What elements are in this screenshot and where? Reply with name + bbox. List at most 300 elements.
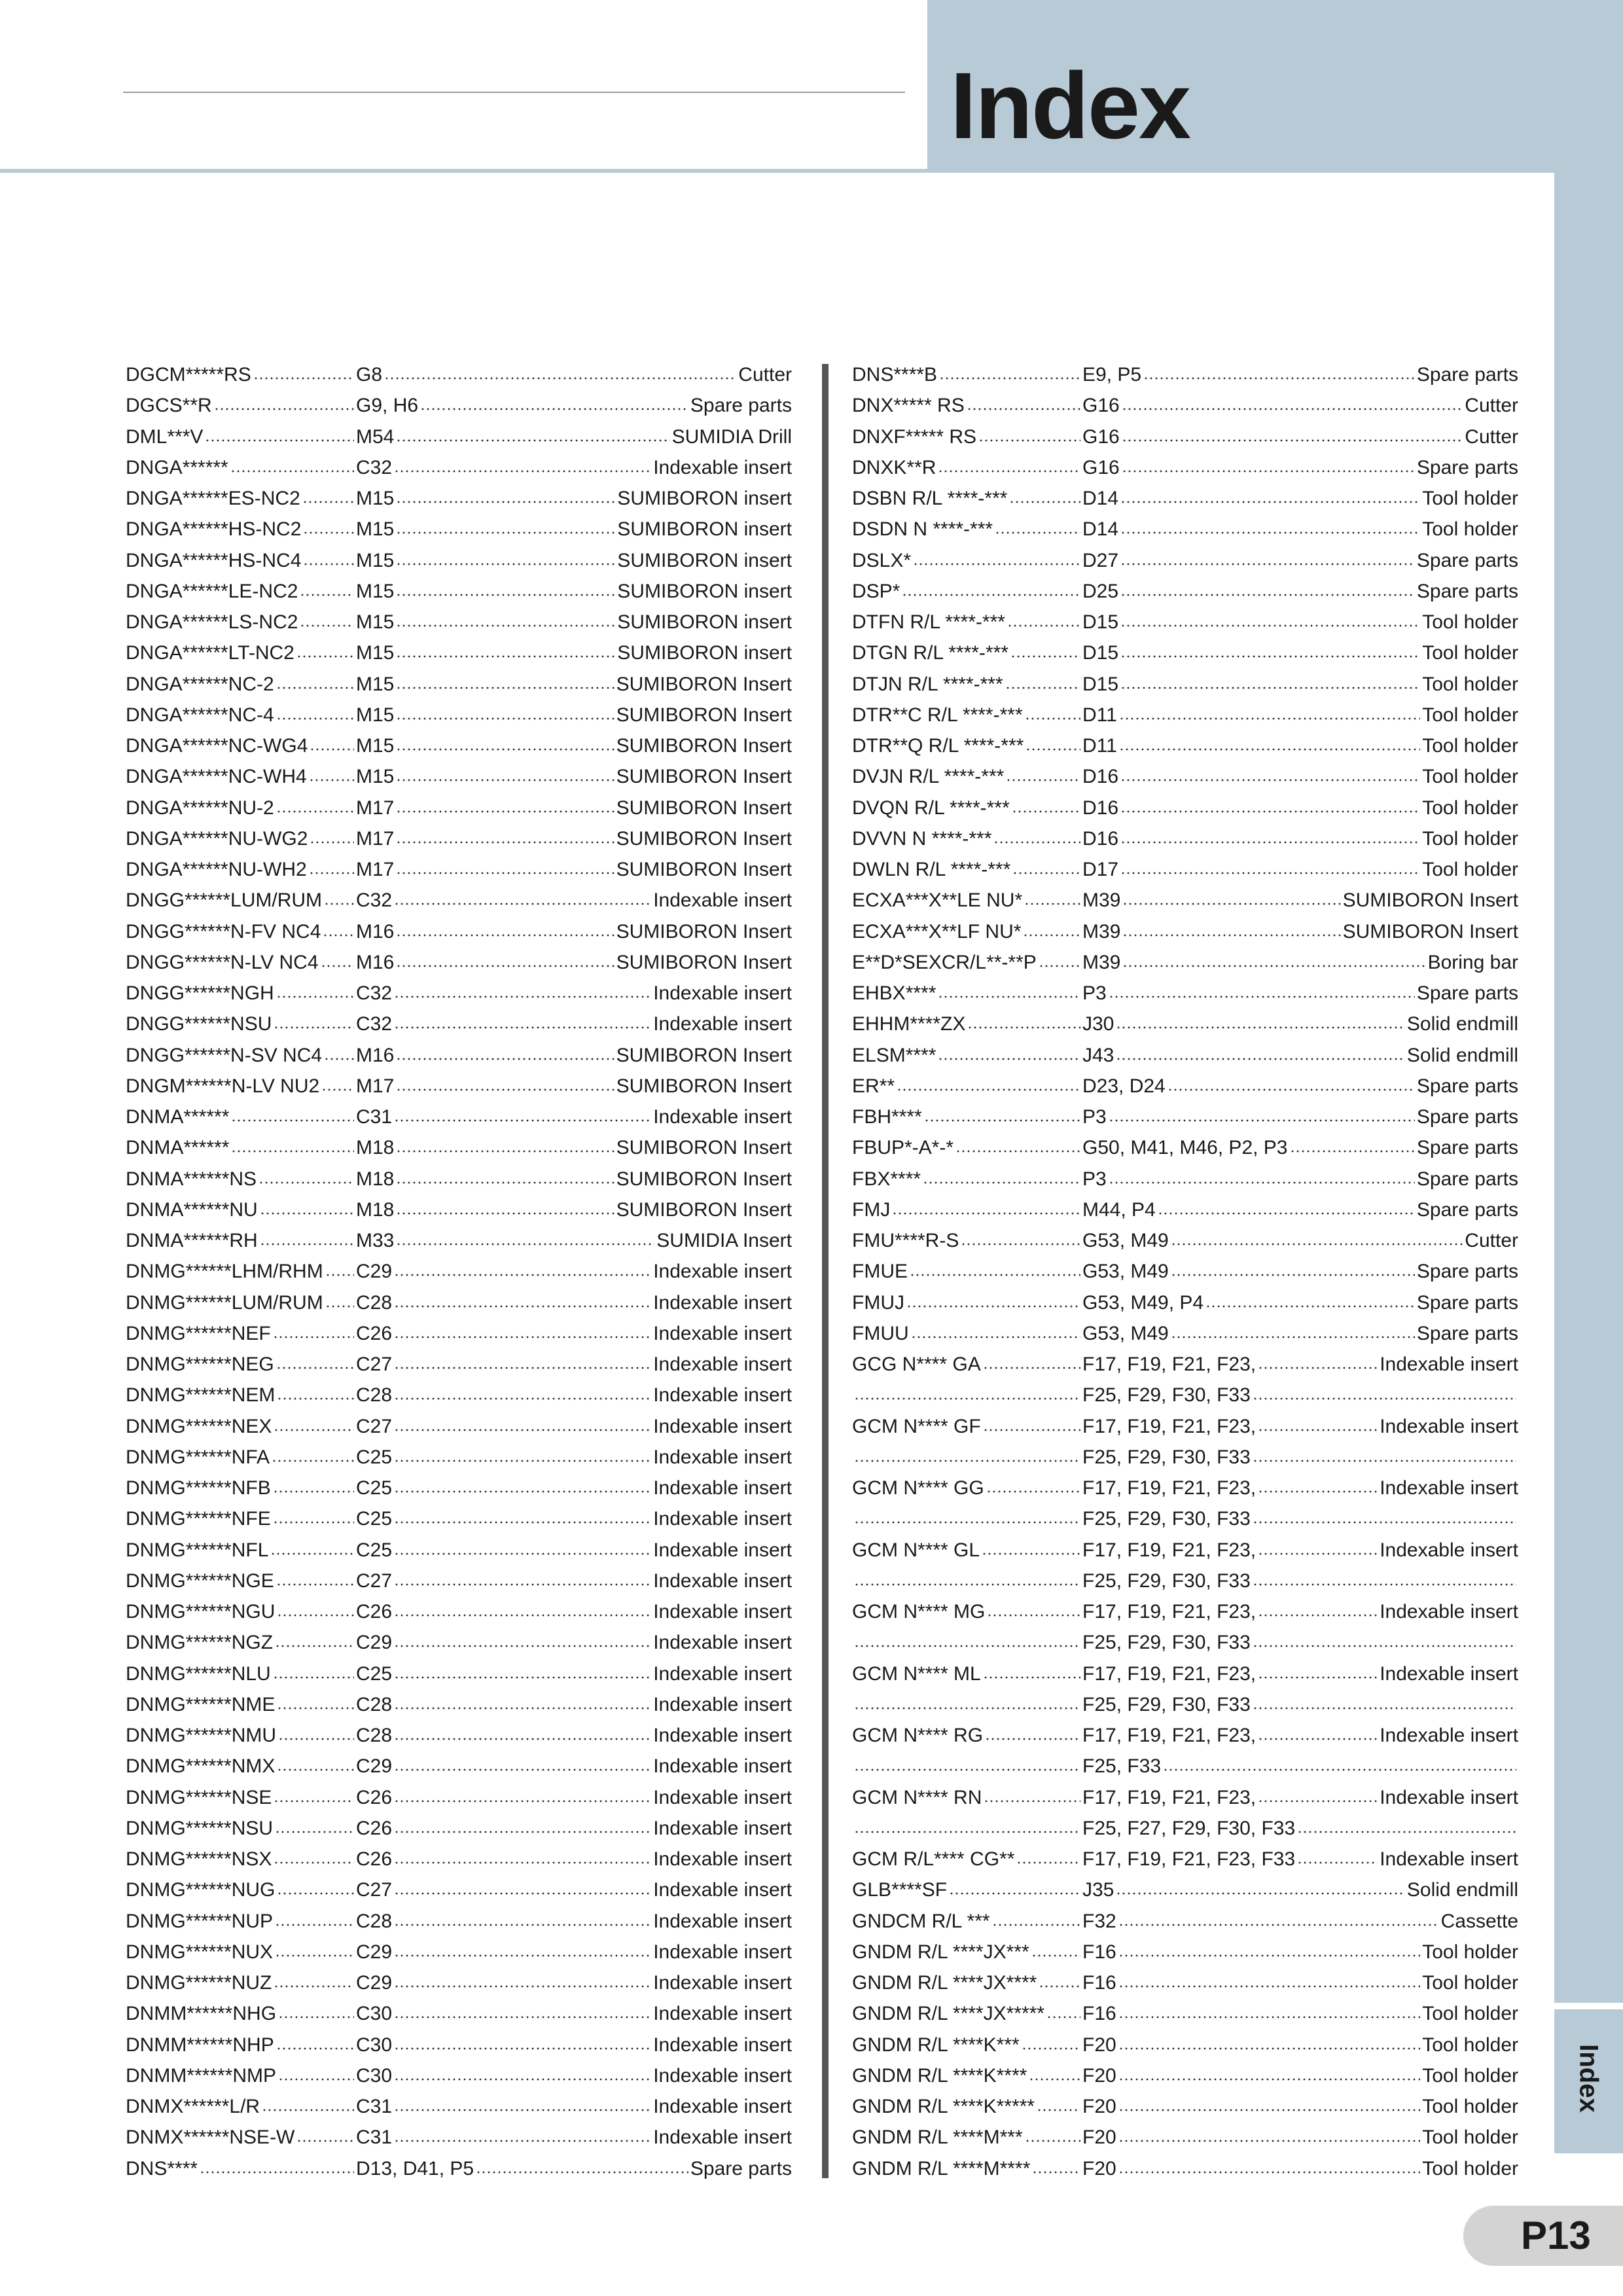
dot-leader xyxy=(892,1212,1080,1215)
index-entry xyxy=(852,1998,1518,2029)
dot-leader xyxy=(394,2140,651,2142)
entry-category: Indexable insert xyxy=(653,1106,792,1128)
entry-code: FBH**** xyxy=(852,1106,922,1128)
entry-code: DNGA******NU-2 xyxy=(126,797,274,819)
entry-page: G53, M49, P4 xyxy=(1082,1291,1204,1314)
entry-code-cell xyxy=(126,1194,356,1225)
dot-leader xyxy=(325,1305,354,1308)
dot-leader xyxy=(854,1521,1080,1524)
index-entry xyxy=(126,1040,792,1071)
entry-code: ELSM**** xyxy=(852,1044,936,1066)
entry-detail-cell xyxy=(356,359,792,390)
entry-page: F25, F29, F30, F33 xyxy=(1082,1693,1251,1715)
entry-page: F20 xyxy=(1082,2064,1116,2087)
entry-code-cell xyxy=(852,422,1082,452)
dot-leader xyxy=(1010,655,1080,658)
dot-leader xyxy=(854,1768,1080,1771)
entry-category: Indexable insert xyxy=(653,456,792,478)
dot-leader xyxy=(394,1305,651,1308)
index-entry xyxy=(852,1659,1518,1689)
entry-code-cell xyxy=(852,1596,1082,1627)
entry-detail-cell xyxy=(356,1164,792,1194)
entry-code: DNGA****** xyxy=(126,456,228,478)
dot-leader xyxy=(476,2171,688,2174)
entry-detail-cell xyxy=(1082,978,1518,1009)
entry-category: Indexable insert xyxy=(653,1848,792,1870)
entry-category: SUMIBORON Insert xyxy=(616,766,792,788)
entry-detail-cell xyxy=(356,823,792,854)
entry-page: M17 xyxy=(356,859,395,880)
entry-code-cell xyxy=(126,761,356,792)
index-entry xyxy=(126,1380,792,1410)
entry-category: Tool holder xyxy=(1422,766,1518,788)
dot-leader xyxy=(1122,965,1425,967)
dot-leader xyxy=(396,748,614,751)
entry-category: Spare parts xyxy=(1416,1075,1518,1097)
entry-page: C26 xyxy=(356,1848,393,1870)
entry-page: M17 xyxy=(356,797,395,819)
dot-leader xyxy=(270,1552,354,1555)
entry-code-cell xyxy=(126,793,356,823)
entry-page: M15 xyxy=(356,549,395,571)
entry-page: M15 xyxy=(356,735,395,757)
entry-code-cell xyxy=(126,452,356,483)
dot-leader xyxy=(1171,1274,1415,1276)
entry-code-cell xyxy=(126,730,356,761)
entry-page: C28 xyxy=(356,1725,393,1746)
entry-detail-cell xyxy=(356,1659,792,1689)
dot-leader xyxy=(396,1150,614,1153)
entry-code: FMUU xyxy=(852,1322,909,1344)
dot-leader xyxy=(1205,1305,1415,1308)
entry-page: G53, M49 xyxy=(1082,1322,1169,1344)
entry-code-cell xyxy=(852,1318,1082,1349)
entry-code-cell xyxy=(126,1751,356,1782)
entry-code-cell xyxy=(852,669,1082,700)
dot-leader xyxy=(1026,748,1080,751)
entry-code-cell xyxy=(852,1194,1082,1225)
entry-category: Tool holder xyxy=(1422,827,1518,850)
entry-code-cell xyxy=(126,1164,356,1194)
index-entry xyxy=(852,1194,1518,1225)
entry-page: C32 xyxy=(356,456,393,478)
dot-leader xyxy=(276,996,354,998)
entry-code: DNGG******LUM/RUM xyxy=(126,889,323,912)
entry-code: DTGN R/L ****-*** xyxy=(852,642,1008,664)
entry-page: D16 xyxy=(1082,797,1119,819)
dot-leader xyxy=(272,1460,354,1462)
dot-leader xyxy=(923,1181,1080,1184)
dot-leader xyxy=(967,1026,1080,1029)
dot-leader xyxy=(1258,1676,1378,1679)
entry-code-cell xyxy=(126,1937,356,1967)
index-entry xyxy=(126,483,792,514)
entry-page: G16 xyxy=(1082,456,1120,478)
entry-code-cell xyxy=(852,576,1082,607)
dot-leader xyxy=(394,1676,651,1679)
entry-detail-cell xyxy=(356,1256,792,1287)
dot-leader xyxy=(277,1768,354,1771)
dot-leader xyxy=(1006,779,1080,781)
dot-leader xyxy=(1029,2078,1080,2081)
entry-page: D15 xyxy=(1082,673,1119,695)
entry-code: DNMX******L/R xyxy=(126,2096,260,2117)
entry-page: D13, D41, P5 xyxy=(356,2157,474,2179)
entry-detail-cell xyxy=(1082,390,1518,421)
entry-code-cell xyxy=(852,514,1082,545)
entry-code-cell xyxy=(852,1473,1082,1503)
entry-detail-cell xyxy=(1082,2030,1518,2060)
entry-code-cell xyxy=(852,1399,1082,1401)
dot-leader xyxy=(1012,810,1080,813)
entry-page: M16 xyxy=(356,920,395,942)
entry-code-cell xyxy=(126,1627,356,1658)
entry-code: DVQN R/L ****-*** xyxy=(852,797,1010,819)
dot-leader xyxy=(983,1676,1080,1679)
entry-code: DNMG******NFB xyxy=(126,1477,271,1499)
entry-category: SUMIBORON Insert xyxy=(616,859,792,880)
dot-leader xyxy=(275,1831,354,1833)
index-entry xyxy=(126,576,792,607)
index-entry xyxy=(126,700,792,730)
index-entry xyxy=(852,576,1518,607)
dot-leader xyxy=(394,1367,651,1369)
dot-leader xyxy=(394,1397,651,1400)
entry-category: Tool holder xyxy=(1422,2064,1518,2087)
dot-leader xyxy=(324,903,354,905)
entry-code-cell xyxy=(852,483,1082,514)
entry-category: SUMIBORON Insert xyxy=(616,673,792,695)
entry-page: M15 xyxy=(356,766,395,788)
entry-code: DNMX******NSE-W xyxy=(126,2126,295,2149)
index-entry xyxy=(852,916,1518,947)
entry-code: DNMG******LHM/RHM xyxy=(126,1261,323,1283)
entry-category: Tool holder xyxy=(1422,704,1518,726)
index-entry xyxy=(126,916,792,947)
dot-leader xyxy=(1120,779,1420,781)
entry-page: G9, H6 xyxy=(356,395,419,417)
entry-category: Spare parts xyxy=(1416,1168,1518,1190)
dot-leader xyxy=(325,1274,354,1276)
entry-page: D23, D24 xyxy=(1082,1075,1166,1097)
dot-leader xyxy=(1122,408,1463,410)
entry-detail-cell xyxy=(1082,1349,1518,1380)
entry-detail-cell xyxy=(356,1071,792,1102)
dot-leader xyxy=(310,841,354,844)
index-entry xyxy=(126,1287,792,1318)
entry-detail-cell xyxy=(356,854,792,885)
entry-detail-cell xyxy=(1082,1225,1518,1256)
entry-page: M17 xyxy=(356,1075,395,1097)
entry-page: P3 xyxy=(1082,1168,1107,1190)
entry-code: DNMG******NUX xyxy=(126,1941,274,1963)
entry-detail-cell xyxy=(356,1349,792,1380)
entry-category: Indexable insert xyxy=(1380,1477,1518,1499)
dot-leader xyxy=(231,1150,354,1153)
index-entry xyxy=(852,1442,1518,1473)
entry-category: Tool holder xyxy=(1422,488,1518,509)
entry-category: Indexable insert xyxy=(1380,1539,1518,1561)
entry-code-cell xyxy=(126,823,356,854)
entry-code: DTFN R/L ****-*** xyxy=(852,611,1005,633)
index-entry xyxy=(126,2122,792,2153)
entry-code-cell xyxy=(852,1967,1082,1998)
entry-page: F25, F29, F30, F33 xyxy=(1082,1632,1251,1654)
entry-detail-cell xyxy=(356,1318,792,1349)
entry-detail-cell xyxy=(1082,2091,1518,2122)
entry-code-cell xyxy=(126,1102,356,1132)
entry-page: D15 xyxy=(1082,611,1119,633)
entry-category: Spare parts xyxy=(1416,1137,1518,1159)
dot-leader xyxy=(854,1645,1080,1647)
dot-leader xyxy=(1118,2047,1421,2050)
entry-category: Indexable insert xyxy=(653,2064,792,2087)
entry-page: D25 xyxy=(1082,580,1119,602)
entry-code-cell xyxy=(126,1380,356,1410)
entry-detail-cell xyxy=(1082,1132,1518,1163)
index-entry xyxy=(126,1689,792,1720)
entry-category: Indexable insert xyxy=(653,1632,792,1654)
index-entry xyxy=(126,854,792,885)
dot-leader xyxy=(1143,377,1415,380)
dot-leader xyxy=(278,2078,354,2081)
entry-detail-cell xyxy=(1082,1659,1518,1689)
entry-page: M39 xyxy=(1082,920,1121,942)
entry-code: DNMG******NSE xyxy=(126,1786,272,1808)
entry-detail-cell xyxy=(1082,761,1518,792)
entry-code: GCG N**** GA xyxy=(852,1354,981,1375)
dot-leader xyxy=(1120,810,1420,813)
index-entry xyxy=(126,1874,792,1905)
entry-category: SUMIBORON insert xyxy=(617,518,792,541)
entry-detail-cell xyxy=(1082,1318,1518,1349)
entry-detail-cell xyxy=(1082,1473,1518,1503)
entry-detail-cell xyxy=(356,1751,792,1782)
entry-page: F20 xyxy=(1082,2157,1116,2179)
dot-leader xyxy=(396,439,669,442)
entry-category: Solid endmill xyxy=(1406,1013,1518,1035)
index-entry xyxy=(852,1844,1518,1874)
dot-leader xyxy=(897,1088,1080,1091)
dot-leader xyxy=(1122,903,1340,905)
entry-code: GCM R/L**** CG** xyxy=(852,1848,1015,1870)
dot-leader xyxy=(1258,1738,1378,1740)
dot-leader xyxy=(394,1521,651,1524)
entry-page: C27 xyxy=(356,1570,393,1592)
dot-leader xyxy=(1118,1924,1439,1926)
entry-page: C28 xyxy=(356,1384,393,1407)
index-entry xyxy=(852,545,1518,576)
entry-code-cell xyxy=(126,359,356,390)
dot-leader xyxy=(1120,531,1420,534)
entry-code: GNDM R/L ****K*** xyxy=(852,2034,1020,2056)
index-entry xyxy=(852,1040,1518,1071)
index-entry xyxy=(852,1349,1518,1380)
entry-code-cell xyxy=(126,1596,356,1627)
entry-code: DNMG******NEF xyxy=(126,1322,271,1344)
dot-leader xyxy=(396,501,615,503)
entry-detail-cell xyxy=(356,1596,792,1627)
dot-leader xyxy=(303,563,354,565)
entry-detail-cell xyxy=(356,1473,792,1503)
dot-leader xyxy=(938,996,1080,998)
entry-code: EHBX**** xyxy=(852,982,936,1004)
index-entry xyxy=(852,422,1518,452)
dot-leader xyxy=(396,779,614,781)
entry-code: DNS**** xyxy=(126,2157,198,2179)
entry-category: Indexable insert xyxy=(1380,1786,1518,1808)
entry-code: GCM N**** MG xyxy=(852,1601,986,1623)
entry-code-cell xyxy=(126,1535,356,1566)
dot-leader xyxy=(396,594,615,596)
dot-leader xyxy=(1122,470,1415,473)
entry-detail-cell xyxy=(356,1442,792,1473)
entry-category: Tool holder xyxy=(1422,2034,1518,2056)
dot-leader xyxy=(276,717,354,720)
index-entry xyxy=(852,700,1518,730)
entry-page: G16 xyxy=(1082,395,1120,417)
index-entry xyxy=(126,1225,792,1256)
index-entry xyxy=(126,1411,792,1442)
entry-code-cell xyxy=(126,1782,356,1813)
dot-leader xyxy=(275,1924,354,1926)
entry-page: F25, F29, F30, F33 xyxy=(1082,1570,1251,1592)
entry-code-cell xyxy=(852,452,1082,483)
entry-detail-cell xyxy=(356,700,792,730)
entry-page: P3 xyxy=(1082,1106,1107,1128)
entry-detail-cell xyxy=(1082,1535,1518,1566)
entry-code-cell xyxy=(852,1646,1082,1649)
entry-code: DNGG******N-LV NC4 xyxy=(126,951,319,973)
entry-code: GNDM R/L ****JX*** xyxy=(852,1941,1029,1963)
entry-category: SUMIBORON Insert xyxy=(616,1075,792,1097)
dot-leader xyxy=(262,2109,354,2111)
entry-code: GNDM R/L ****K***** xyxy=(852,2096,1035,2117)
dot-leader xyxy=(1120,687,1420,689)
entry-page: F25, F33 xyxy=(1082,1755,1162,1778)
entry-category: SUMIBORON Insert xyxy=(616,1044,792,1066)
entry-detail-cell xyxy=(1082,1102,1518,1132)
entry-category: Tool holder xyxy=(1422,642,1518,664)
dot-leader xyxy=(276,1583,354,1586)
entry-detail-cell xyxy=(356,2153,792,2184)
entry-category: Indexable insert xyxy=(653,1755,792,1778)
entry-page: G50, M41, M46, P2, P3 xyxy=(1082,1137,1288,1159)
entry-code-cell xyxy=(126,1659,356,1689)
dot-leader xyxy=(967,408,1080,410)
entry-code: DTR**Q R/L ****-*** xyxy=(852,735,1024,757)
entry-category: Indexable insert xyxy=(653,1941,792,1963)
dot-leader xyxy=(995,531,1080,534)
dot-leader xyxy=(273,1521,354,1524)
entry-page: C32 xyxy=(356,982,393,1004)
entry-code: EHHM****ZX xyxy=(852,1013,966,1035)
entry-page: F20 xyxy=(1082,2034,1116,2056)
entry-detail-cell xyxy=(1082,700,1518,730)
entry-code: GNDM R/L ****M**** xyxy=(852,2157,1031,2179)
entry-detail-cell xyxy=(1082,1503,1518,1534)
dot-leader xyxy=(277,1892,354,1895)
entry-category: Cassette xyxy=(1440,1910,1518,1932)
index-entry xyxy=(126,1844,792,1874)
dot-leader xyxy=(309,779,354,781)
entry-category: SUMIBORON Insert xyxy=(616,1137,792,1159)
index-entry xyxy=(126,730,792,761)
dot-leader xyxy=(1023,934,1080,937)
entry-code: DNGA******NC-WG4 xyxy=(126,735,308,757)
entry-category: SUMIBORON insert xyxy=(617,488,792,509)
entry-code-cell xyxy=(852,2091,1082,2122)
entry-code: DNGA******NC-WH4 xyxy=(126,766,307,788)
entry-detail-cell xyxy=(356,1844,792,1874)
index-entry xyxy=(126,1473,792,1503)
index-entry xyxy=(852,1473,1518,1503)
entry-category: Spare parts xyxy=(1416,456,1518,478)
entry-detail-cell xyxy=(1082,669,1518,700)
entry-code: DNMG******NFE xyxy=(126,1508,271,1530)
dot-leader xyxy=(1258,1367,1378,1369)
index-entry xyxy=(126,1782,792,1813)
index-entry xyxy=(852,885,1518,916)
entry-detail-cell xyxy=(1082,514,1518,545)
entry-page: C28 xyxy=(356,1291,393,1314)
dot-leader xyxy=(1118,2078,1421,2081)
entry-detail-cell xyxy=(356,1287,792,1318)
dot-leader xyxy=(1037,2109,1080,2111)
dot-leader xyxy=(1120,563,1415,565)
dot-leader xyxy=(274,1026,354,1029)
entry-category: Indexable insert xyxy=(653,1261,792,1283)
entry-page: F17, F19, F21, F23, xyxy=(1082,1662,1257,1685)
dot-leader xyxy=(321,965,354,967)
index-entry xyxy=(126,1998,792,2029)
dot-leader xyxy=(992,1924,1080,1926)
dot-leader xyxy=(1122,934,1340,937)
entry-category: Spare parts xyxy=(1416,1261,1518,1283)
entry-detail-cell xyxy=(1082,637,1518,668)
entry-detail-cell xyxy=(1082,1782,1518,1813)
dot-leader xyxy=(1119,748,1420,751)
dot-leader xyxy=(396,1088,614,1091)
entry-category: Indexable insert xyxy=(653,1693,792,1715)
index-entry xyxy=(126,1720,792,1751)
entry-page: M16 xyxy=(356,1044,395,1066)
index-entry xyxy=(126,1566,792,1596)
dot-leader xyxy=(1109,1181,1415,1184)
dot-leader xyxy=(1258,1490,1378,1493)
entry-page: G16 xyxy=(1082,425,1120,448)
entry-code: GCM N**** RN xyxy=(852,1786,982,1808)
entry-code: DNMA****** xyxy=(126,1106,230,1128)
entry-page: M39 xyxy=(1082,951,1121,973)
dot-leader xyxy=(303,531,354,534)
entry-page: C29 xyxy=(356,1972,393,1994)
entry-code: DNMG******NUP xyxy=(126,1910,274,1932)
entry-code: DML***V xyxy=(126,425,204,448)
entry-code-cell xyxy=(852,2030,1082,2060)
entry-page: C29 xyxy=(356,1941,393,1963)
entry-code: DTR**C R/L ****-*** xyxy=(852,704,1023,726)
dot-leader xyxy=(394,1924,651,1926)
entry-code-cell xyxy=(852,978,1082,1009)
entry-category: SUMIBORON Insert xyxy=(1342,920,1518,942)
entry-page: M15 xyxy=(356,611,395,633)
dot-leader xyxy=(396,934,614,937)
dot-leader xyxy=(205,439,354,442)
entry-code-cell xyxy=(126,978,356,1009)
entry-detail-cell xyxy=(1082,793,1518,823)
index-entry xyxy=(852,1874,1518,1905)
